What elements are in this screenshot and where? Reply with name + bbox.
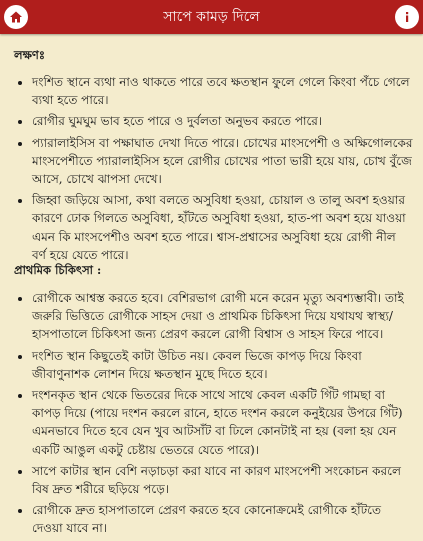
app-bar: [0, 0, 423, 34]
home-icon: [9, 10, 23, 24]
list-item: • সাপে কাটার স্থান বেশি নড়াচড়া করা যাবে না কারণ মাংসপেশী সংকোচন করলে বিষ দ্রুত শরীরে ছড়িয়ে পড়ে।: [32, 462, 413, 498]
list-item: • প্যারালাইসিস বা পক্ষাঘাত দেখা দিতে পারে। চোখের মাংসপেশী ও অক্ষিগোলকের মাংসপেশীতে প্যারালাইসিস হলে রোগীর চোখের পাতা ভারী হয়ে যায়, চোখ বুঁজে আসে, চোখে ঝাপসা দেখে।: [32, 134, 413, 189]
list-item: • দংশিত স্থান কিছুতেই কাটা উচিত নয়। কেবল ভিজে কাপড় দিয়ে কিংবা জীবাণুনাশক লোশন দিয়ে ক্ষতস্থান মুছে দিতে হবে।: [32, 347, 413, 383]
home-button[interactable]: [4, 5, 28, 29]
list-item: • জিহ্বা জড়িয়ে আসা, কথা বলতে অসুবিধা হওয়া, চোয়াল ও তালু অবশ হওয়ার কারণে ঢোক গিলতে অসুবিধা, হাঁটতে অসুবিধা হওয়া, হাত-পা অবশ হয়ে যাওয়া এমন কি মাংসপেশীও অবশ হতে পারে। শ্বাস-প্রশ্বাসের অসুবিধা হয়ে রোগী নীল বর্ণ হয়ে যেতে পারে।: [32, 191, 413, 264]
symptoms-heading: লক্ষণঃ: [14, 48, 45, 62]
list-item: • রোগীর ঘুমঘুম ভাব হতে পারে ও দুর্বলতা অনুভব করতে পারে।: [32, 112, 413, 130]
page-title: সাপে কামড় দিলে: [163, 9, 260, 25]
info-button[interactable]: [395, 5, 419, 29]
list-item: • রোগীকে দ্রুত হাসপাতালে প্রেরণ করতে হবে কোনোক্রমেই রোগীকে হাঁটতে দেওয়া যাবে না।: [32, 501, 413, 537]
list-item: • দংশিত স্থানে ব্যথা নাও থাকতে পারে তবে ক্ষতস্থান ফুলে গেলে কিংবা পঁচে গেলে ব্যথা হতে পারে।: [32, 73, 413, 109]
symptoms-list: [0, 73, 423, 267]
info-icon: [400, 10, 414, 24]
first-aid-list: [0, 289, 423, 541]
list-item: • রোগীকে আশ্বস্ত করতে হবে। বেশিরভাগ রোগী মনে করেন মৃত্যু অবশ্যম্ভাবী। তাই জরুরি ভিত্তিতে রোগীকে সাহস দেয়া ও প্রাথমিক চিকিৎসা দিয়ে যথাযথ স্বাস্থ্য/হাসপাতালে চিকিৎসা জন্য প্রেরণ করলে রোগী বিশ্বাস ও সাহস ফিরে পাবে।: [32, 289, 413, 344]
first-aid-heading: প্রাথমিক চিকিৎসা :: [14, 263, 102, 277]
list-item: • দংশনকৃত স্থান থেকে ভিতরের দিকে সাথে সাথে কেবল একটি গিঁট গামছা বা কাপড় দিয়ে (পায়ে দংশন করলে রানে, হাতে দংশন করলে কনুইয়ের উপরে গিঁট) এমনভাবে দিতে হবে যেন খুব আটসাঁট বা ঢিলে কোনটাই না হয় (বলা হয় যেন একটি আঙুল একটু চেষ্টায় ভেতরে যেতে পারে)।: [32, 386, 413, 459]
article-content: [0, 34, 423, 536]
